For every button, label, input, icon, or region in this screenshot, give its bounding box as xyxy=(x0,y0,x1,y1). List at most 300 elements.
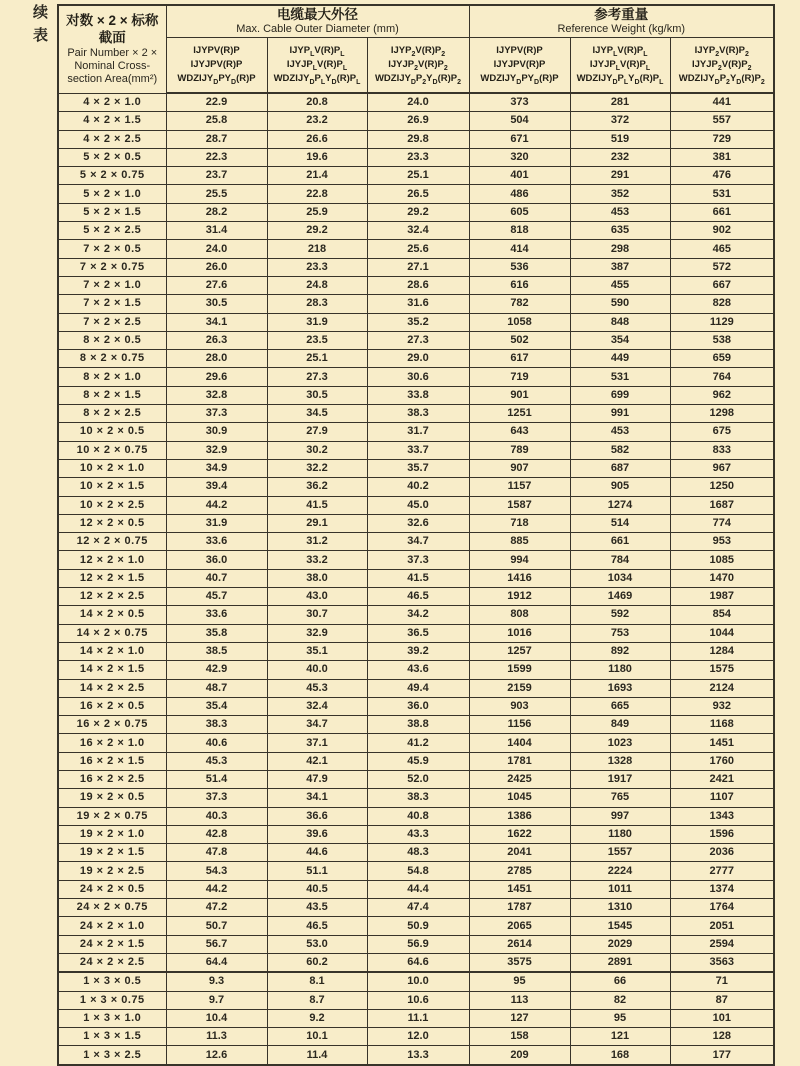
value-cell: 455 xyxy=(570,276,670,294)
value-cell: 536 xyxy=(469,258,570,276)
spec-cell: 5 × 2 × 0.5 xyxy=(58,148,166,166)
value-cell: 51.4 xyxy=(166,770,267,788)
value-cell: 101 xyxy=(670,1009,774,1027)
value-cell: 2124 xyxy=(670,679,774,697)
value-cell: 27.1 xyxy=(367,258,469,276)
spec-cell: 7 × 2 × 2.5 xyxy=(58,313,166,331)
type-codes-group1-col3 xyxy=(367,38,469,94)
type-codes-group2-col3 xyxy=(670,38,774,94)
value-cell: 3575 xyxy=(469,953,570,972)
value-cell: 453 xyxy=(570,203,670,221)
value-cell: 39.4 xyxy=(166,478,267,496)
value-cell: 43.0 xyxy=(267,588,367,606)
value-cell: 476 xyxy=(670,167,774,185)
table-row xyxy=(58,514,774,532)
value-cell: 46.5 xyxy=(367,588,469,606)
spec-cell: 19 × 2 × 0.5 xyxy=(58,789,166,807)
table-row xyxy=(58,368,774,386)
value-cell: 10.0 xyxy=(367,972,469,991)
value-cell: 1781 xyxy=(469,752,570,770)
value-cell: 26.5 xyxy=(367,185,469,203)
value-cell: 37.3 xyxy=(166,789,267,807)
value-cell: 932 xyxy=(670,697,774,715)
value-cell: 1023 xyxy=(570,734,670,752)
value-cell: 1180 xyxy=(570,825,670,843)
type-code-line: IJYJPV(R)P xyxy=(493,59,546,71)
table-row xyxy=(58,789,774,807)
value-cell: 40.7 xyxy=(166,569,267,587)
spec-cell: 24 × 2 × 1.0 xyxy=(58,917,166,935)
value-cell: 33.7 xyxy=(367,441,469,459)
pair-header-en-line1: Pair Number × 2 × xyxy=(67,46,158,59)
value-cell: 531 xyxy=(570,368,670,386)
table-row xyxy=(58,899,774,917)
value-cell: 617 xyxy=(469,350,570,368)
value-cell: 635 xyxy=(570,222,670,240)
table-row xyxy=(58,569,774,587)
value-cell: 34.5 xyxy=(267,405,367,423)
value-cell: 48.3 xyxy=(367,844,469,862)
value-cell: 21.4 xyxy=(267,167,367,185)
value-cell: 1343 xyxy=(670,807,774,825)
value-cell: 1587 xyxy=(469,496,570,514)
value-cell: 1693 xyxy=(570,679,670,697)
value-cell: 11.4 xyxy=(267,1046,367,1065)
value-cell: 40.5 xyxy=(267,880,367,898)
value-cell: 40.6 xyxy=(166,734,267,752)
value-cell: 29.2 xyxy=(267,222,367,240)
value-cell: 26.0 xyxy=(166,258,267,276)
value-cell: 60.2 xyxy=(267,953,367,972)
table-row xyxy=(58,862,774,880)
type-code-line: $WDZIJY_DP_LY_D(R)P_L$ xyxy=(576,72,664,86)
value-cell: 29.0 xyxy=(367,350,469,368)
value-cell: 53.0 xyxy=(267,935,367,953)
spec-cell: 19 × 2 × 1.0 xyxy=(58,825,166,843)
value-cell: 49.4 xyxy=(367,679,469,697)
table-row xyxy=(58,405,774,423)
value-cell: 30.5 xyxy=(267,386,367,404)
diameter-group-header xyxy=(166,5,469,38)
spec-cell: 24 × 2 × 0.5 xyxy=(58,880,166,898)
value-cell: 31.7 xyxy=(367,423,469,441)
value-cell: 903 xyxy=(469,697,570,715)
type-code-line: $IJYJP_LV(R)P_L$ xyxy=(286,59,348,72)
value-cell: 44.2 xyxy=(166,880,267,898)
value-cell: 36.2 xyxy=(267,478,367,496)
value-cell: 42.1 xyxy=(267,752,367,770)
value-cell: 35.2 xyxy=(367,313,469,331)
type-code-line: $WDZIJY_DP_2Y_D(R)P_2$ xyxy=(678,72,765,86)
table-row xyxy=(58,1046,774,1065)
value-cell: 44.6 xyxy=(267,844,367,862)
value-cell: 32.2 xyxy=(267,459,367,477)
value-cell: 789 xyxy=(469,441,570,459)
value-cell: 32.4 xyxy=(367,222,469,240)
value-cell: 42.8 xyxy=(166,825,267,843)
value-cell: 2614 xyxy=(469,935,570,953)
table-row xyxy=(58,624,774,642)
value-cell: 661 xyxy=(570,533,670,551)
pair-column-header xyxy=(58,5,166,93)
value-cell: 44.2 xyxy=(166,496,267,514)
value-cell: 1298 xyxy=(670,405,774,423)
weight-group-title-zh: 参考重量 xyxy=(594,6,649,22)
value-cell: 2029 xyxy=(570,935,670,953)
value-cell: 828 xyxy=(670,295,774,313)
value-cell: 1058 xyxy=(469,313,570,331)
value-cell: 38.0 xyxy=(267,569,367,587)
type-code-line: $IJYJP_2V(R)P_2$ xyxy=(388,59,448,72)
value-cell: 28.6 xyxy=(367,276,469,294)
table-row xyxy=(58,697,774,715)
value-cell: 2891 xyxy=(570,953,670,972)
value-cell: 1687 xyxy=(670,496,774,514)
value-cell: 31.9 xyxy=(267,313,367,331)
value-cell: 22.3 xyxy=(166,148,267,166)
value-cell: 892 xyxy=(570,642,670,660)
value-cell: 26.6 xyxy=(267,130,367,148)
value-cell: 50.9 xyxy=(367,917,469,935)
value-cell: 33.6 xyxy=(166,606,267,624)
weight-group-title-en: Reference Weight (kg/km) xyxy=(557,23,686,36)
table-row xyxy=(58,606,774,624)
value-cell: 22.9 xyxy=(166,93,267,112)
type-code-line: IJYJPV(R)P xyxy=(190,59,243,71)
spec-cell: 14 × 2 × 0.5 xyxy=(58,606,166,624)
value-cell: 11.1 xyxy=(367,1009,469,1027)
spec-cell: 16 × 2 × 0.5 xyxy=(58,697,166,715)
value-cell: 95 xyxy=(570,1009,670,1027)
spec-cell: 16 × 2 × 1.5 xyxy=(58,752,166,770)
table-row xyxy=(58,222,774,240)
table-row xyxy=(58,551,774,569)
table-row xyxy=(58,423,774,441)
value-cell: 26.9 xyxy=(367,112,469,130)
value-cell: 10.4 xyxy=(166,1009,267,1027)
value-cell: 37.3 xyxy=(166,405,267,423)
value-cell: 34.7 xyxy=(367,533,469,551)
value-cell: 37.1 xyxy=(267,734,367,752)
type-code-line: $WDZIJY_DPY_D(R)P$ xyxy=(480,72,559,86)
value-cell: 168 xyxy=(570,1046,670,1065)
value-cell: 29.1 xyxy=(267,514,367,532)
value-cell: 1596 xyxy=(670,825,774,843)
value-cell: 30.2 xyxy=(267,441,367,459)
value-cell: 31.6 xyxy=(367,295,469,313)
value-cell: 41.2 xyxy=(367,734,469,752)
value-cell: 23.2 xyxy=(267,112,367,130)
value-cell: 675 xyxy=(670,423,774,441)
type-code-line: $IJYP_LV(R)P_L$ xyxy=(289,45,345,59)
type-code-line: IJYPV(R)P xyxy=(496,45,543,57)
value-cell: 665 xyxy=(570,697,670,715)
value-cell: 1760 xyxy=(670,752,774,770)
value-cell: 808 xyxy=(469,606,570,624)
value-cell: 34.1 xyxy=(267,789,367,807)
value-cell: 32.8 xyxy=(166,386,267,404)
value-cell: 502 xyxy=(469,331,570,349)
table-row xyxy=(58,770,774,788)
table-row xyxy=(58,972,774,991)
value-cell: 27.6 xyxy=(166,276,267,294)
value-cell: 1180 xyxy=(570,661,670,679)
value-cell: 25.9 xyxy=(267,203,367,221)
table-row xyxy=(58,148,774,166)
value-cell: 28.7 xyxy=(166,130,267,148)
spec-cell: 16 × 2 × 0.75 xyxy=(58,716,166,734)
value-cell: 486 xyxy=(469,185,570,203)
value-cell: 71 xyxy=(670,972,774,991)
type-code-line: $IJYP_2V(R)P_2$ xyxy=(390,45,446,59)
type-codes-header-row xyxy=(58,38,774,94)
spec-cell: 7 × 2 × 0.5 xyxy=(58,240,166,258)
spec-cell: 14 × 2 × 0.75 xyxy=(58,624,166,642)
value-cell: 28.2 xyxy=(166,203,267,221)
value-cell: 2159 xyxy=(469,679,570,697)
value-cell: 28.0 xyxy=(166,350,267,368)
spec-cell: 8 × 2 × 1.5 xyxy=(58,386,166,404)
spec-cell: 19 × 2 × 2.5 xyxy=(58,862,166,880)
value-cell: 753 xyxy=(570,624,670,642)
value-cell: 38.3 xyxy=(367,789,469,807)
value-cell: 44.4 xyxy=(367,880,469,898)
value-cell: 95 xyxy=(469,972,570,991)
spec-cell: 14 × 2 × 2.5 xyxy=(58,679,166,697)
value-cell: 616 xyxy=(469,276,570,294)
value-cell: 25.8 xyxy=(166,112,267,130)
table-row xyxy=(58,459,774,477)
value-cell: 127 xyxy=(469,1009,570,1027)
spec-cell: 10 × 2 × 0.5 xyxy=(58,423,166,441)
value-cell: 23.7 xyxy=(166,167,267,185)
table-row xyxy=(58,935,774,953)
spec-cell: 8 × 2 × 0.75 xyxy=(58,350,166,368)
diameter-group-title-zh: 电缆最大外径 xyxy=(277,6,358,22)
value-cell: 1469 xyxy=(570,588,670,606)
value-cell: 2777 xyxy=(670,862,774,880)
spec-cell: 12 × 2 × 1.0 xyxy=(58,551,166,569)
value-cell: 718 xyxy=(469,514,570,532)
value-cell: 45.0 xyxy=(367,496,469,514)
table-row xyxy=(58,331,774,349)
value-cell: 87 xyxy=(670,991,774,1009)
value-cell: 953 xyxy=(670,533,774,551)
value-cell: 64.4 xyxy=(166,953,267,972)
value-cell: 659 xyxy=(670,350,774,368)
type-code-line: $WDZIJY_DPY_D(R)P$ xyxy=(177,72,256,86)
continued-char-2: 表 xyxy=(33,27,49,44)
type-code-line: IJYPV(R)P xyxy=(193,45,240,57)
value-cell: 36.6 xyxy=(267,807,367,825)
value-cell: 51.1 xyxy=(267,862,367,880)
value-cell: 1257 xyxy=(469,642,570,660)
value-cell: 23.3 xyxy=(367,148,469,166)
table-row xyxy=(58,441,774,459)
value-cell: 26.3 xyxy=(166,331,267,349)
value-cell: 1310 xyxy=(570,899,670,917)
value-cell: 158 xyxy=(469,1028,570,1046)
spec-cell: 24 × 2 × 2.5 xyxy=(58,953,166,972)
value-cell: 643 xyxy=(469,423,570,441)
value-cell: 1168 xyxy=(670,716,774,734)
table-row xyxy=(58,93,774,112)
value-cell: 531 xyxy=(670,185,774,203)
value-cell: 2425 xyxy=(469,770,570,788)
table-row xyxy=(58,752,774,770)
value-cell: 46.5 xyxy=(267,917,367,935)
spec-cell: 12 × 2 × 2.5 xyxy=(58,588,166,606)
spec-cell: 8 × 2 × 2.5 xyxy=(58,405,166,423)
table-row xyxy=(58,313,774,331)
value-cell: 572 xyxy=(670,258,774,276)
value-cell: 1044 xyxy=(670,624,774,642)
value-cell: 719 xyxy=(469,368,570,386)
type-codes-group2-col2 xyxy=(570,38,670,94)
value-cell: 854 xyxy=(670,606,774,624)
table-row xyxy=(58,661,774,679)
table-row xyxy=(58,917,774,935)
value-cell: 1416 xyxy=(469,569,570,587)
value-cell: 128 xyxy=(670,1028,774,1046)
value-cell: 9.7 xyxy=(166,991,267,1009)
table-row xyxy=(58,642,774,660)
value-cell: 453 xyxy=(570,423,670,441)
value-cell: 997 xyxy=(570,807,670,825)
value-cell: 12.0 xyxy=(367,1028,469,1046)
value-cell: 1085 xyxy=(670,551,774,569)
value-cell: 1451 xyxy=(469,880,570,898)
value-cell: 209 xyxy=(469,1046,570,1065)
table-row xyxy=(58,825,774,843)
value-cell: 43.6 xyxy=(367,661,469,679)
value-cell: 1011 xyxy=(570,880,670,898)
value-cell: 34.9 xyxy=(166,459,267,477)
value-cell: 43.5 xyxy=(267,899,367,917)
value-cell: 8.1 xyxy=(267,972,367,991)
value-cell: 2594 xyxy=(670,935,774,953)
type-code-line: $WDZIJY_DP_2Y_D(R)P_2$ xyxy=(374,72,462,86)
spec-table-body xyxy=(58,93,774,1065)
spec-cell: 5 × 2 × 1.0 xyxy=(58,185,166,203)
value-cell: 905 xyxy=(570,478,670,496)
value-cell: 33.6 xyxy=(166,533,267,551)
spec-cell: 5 × 2 × 2.5 xyxy=(58,222,166,240)
value-cell: 29.2 xyxy=(367,203,469,221)
value-cell: 52.0 xyxy=(367,770,469,788)
spec-cell: 8 × 2 × 1.0 xyxy=(58,368,166,386)
value-cell: 41.5 xyxy=(367,569,469,587)
value-cell: 3563 xyxy=(670,953,774,972)
value-cell: 2065 xyxy=(469,917,570,935)
value-cell: 557 xyxy=(670,112,774,130)
value-cell: 27.9 xyxy=(267,423,367,441)
value-cell: 1470 xyxy=(670,569,774,587)
value-cell: 1545 xyxy=(570,917,670,935)
value-cell: 2224 xyxy=(570,862,670,880)
value-cell: 25.6 xyxy=(367,240,469,258)
spec-cell: 1 × 3 × 1.0 xyxy=(58,1009,166,1027)
value-cell: 848 xyxy=(570,313,670,331)
pair-header-en-line2: Nominal Cross- xyxy=(74,59,151,72)
value-cell: 661 xyxy=(670,203,774,221)
value-cell: 381 xyxy=(670,148,774,166)
cable-spec-table xyxy=(57,4,775,1066)
value-cell: 56.7 xyxy=(166,935,267,953)
type-code-line: $IJYJP_LV(R)P_L$ xyxy=(589,59,651,72)
value-cell: 320 xyxy=(469,148,570,166)
type-code-line: $IJYP_LV(R)P_L$ xyxy=(592,45,648,59)
value-cell: 47.9 xyxy=(267,770,367,788)
value-cell: 48.7 xyxy=(166,679,267,697)
spec-cell: 8 × 2 × 0.5 xyxy=(58,331,166,349)
value-cell: 387 xyxy=(570,258,670,276)
value-cell: 29.6 xyxy=(166,368,267,386)
value-cell: 36.0 xyxy=(367,697,469,715)
value-cell: 66 xyxy=(570,972,670,991)
spec-cell: 1 × 3 × 1.5 xyxy=(58,1028,166,1046)
continued-table-label xyxy=(33,5,48,43)
table-row xyxy=(58,991,774,1009)
pair-header-en-line3: section Area(mm²) xyxy=(67,72,158,85)
table-row xyxy=(58,1028,774,1046)
value-cell: 414 xyxy=(469,240,570,258)
value-cell: 45.3 xyxy=(166,752,267,770)
spec-cell: 24 × 2 × 0.75 xyxy=(58,899,166,917)
spec-cell: 16 × 2 × 1.0 xyxy=(58,734,166,752)
spec-cell: 7 × 2 × 0.75 xyxy=(58,258,166,276)
table-row xyxy=(58,185,774,203)
value-cell: 23.5 xyxy=(267,331,367,349)
value-cell: 45.9 xyxy=(367,752,469,770)
value-cell: 33.2 xyxy=(267,551,367,569)
value-cell: 372 xyxy=(570,112,670,130)
spec-cell: 4 × 2 × 1.5 xyxy=(58,112,166,130)
value-cell: 2051 xyxy=(670,917,774,935)
spec-cell: 4 × 2 × 1.0 xyxy=(58,93,166,112)
value-cell: 24.0 xyxy=(166,240,267,258)
value-cell: 590 xyxy=(570,295,670,313)
value-cell: 32.9 xyxy=(267,624,367,642)
spec-cell: 1 × 3 × 0.5 xyxy=(58,972,166,991)
value-cell: 1987 xyxy=(670,588,774,606)
value-cell: 35.4 xyxy=(166,697,267,715)
value-cell: 28.3 xyxy=(267,295,367,313)
value-cell: 82 xyxy=(570,991,670,1009)
value-cell: 298 xyxy=(570,240,670,258)
table-row xyxy=(58,679,774,697)
value-cell: 764 xyxy=(670,368,774,386)
value-cell: 22.8 xyxy=(267,185,367,203)
table-row xyxy=(58,295,774,313)
value-cell: 1251 xyxy=(469,405,570,423)
spec-cell: 5 × 2 × 1.5 xyxy=(58,203,166,221)
table-row xyxy=(58,953,774,972)
table-row xyxy=(58,167,774,185)
spec-cell: 10 × 2 × 2.5 xyxy=(58,496,166,514)
table-row xyxy=(58,734,774,752)
value-cell: 354 xyxy=(570,331,670,349)
value-cell: 401 xyxy=(469,167,570,185)
value-cell: 20.8 xyxy=(267,93,367,112)
spec-cell: 7 × 2 × 1.5 xyxy=(58,295,166,313)
value-cell: 1045 xyxy=(469,789,570,807)
value-cell: 281 xyxy=(570,93,670,112)
value-cell: 994 xyxy=(469,551,570,569)
value-cell: 38.3 xyxy=(367,405,469,423)
value-cell: 1451 xyxy=(670,734,774,752)
value-cell: 449 xyxy=(570,350,670,368)
